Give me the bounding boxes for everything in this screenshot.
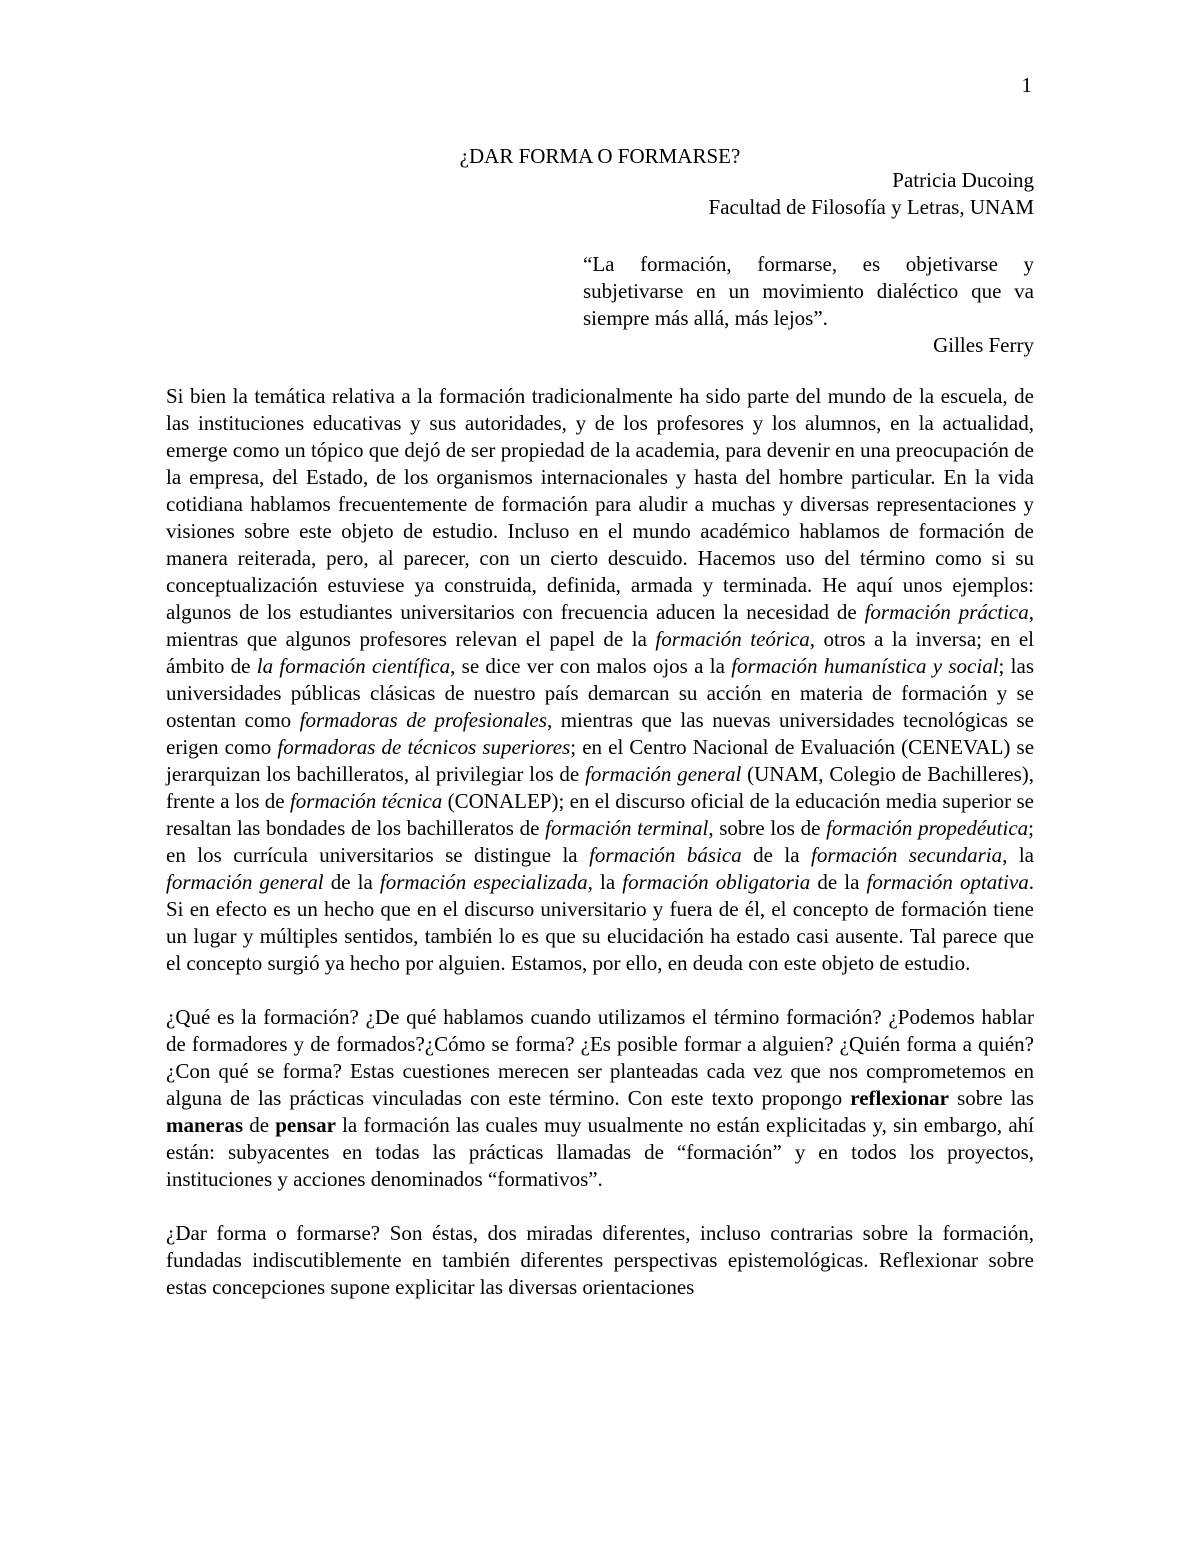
epigraph: [583, 251, 1034, 359]
bold-term: pensar: [275, 1113, 336, 1137]
text-run: la: [592, 870, 623, 894]
text-run: de la: [810, 870, 867, 894]
paragraph-1: [166, 383, 1034, 977]
body-text: [166, 383, 1034, 1328]
text-run: ; las universidades públicas clásicas de nuestro país demarcan su acción en materia de formación y se ostentan como: [166, 654, 1034, 732]
italic-term: formación optativa: [866, 870, 1029, 894]
text-run: ¿Qué es la formación? ¿De qué hablamos cuando utilizamos el término formación? ¿Podemos hablar de formadores y de formados?¿Cómo se forma? ¿Es posible formar a alguien? ¿Quién forma a quién? ¿Con qué se forma? Estas cuestiones merecen ser planteadas cada vez que nos comprometemos en alguna de las prácticas vinculadas con este término. Con este texto propongo: [166, 1005, 1034, 1110]
italic-term: formación propedéutica: [826, 816, 1029, 840]
italic-term: formación obligatoria: [622, 870, 811, 894]
italic-term: formación teórica: [655, 627, 810, 651]
text-run: , sobre los de: [708, 816, 827, 840]
text-run: de: [243, 1113, 276, 1137]
text-run: (CONALEP); en el discurso oficial de la educación media superior se resaltan las bondades de los bachilleratos de: [166, 789, 1034, 840]
text-run: , mientras que las nuevas universidades tecnológicas se erigen como: [166, 708, 1034, 759]
italic-term: formación general: [585, 762, 742, 786]
page-number: 1: [1021, 73, 1032, 97]
text-run: sobre las: [949, 1086, 1034, 1110]
text-run: . Si en efecto es un hecho que en el discurso universitario y fuera de él, el concepto de formación tiene un lugar y múltiples sentidos, también lo es que su elucidación ha estado casi ausente. Tal parece que el concepto surgió ya hecho por alguien. Estamos, por ello, en deuda con este objeto de estudio.: [166, 870, 1035, 975]
bold-term: maneras: [166, 1113, 243, 1137]
italic-term: la formación científica: [256, 654, 451, 678]
text-run: , otros a la inversa; en el ámbito de: [166, 627, 1034, 678]
italic-term: formación secundaria,: [811, 843, 1008, 867]
author-affiliation: Facultad de Filosofía y Letras, UNAM: [708, 195, 1034, 219]
byline: [709, 167, 1034, 221]
author-name: Patricia Ducoing: [892, 168, 1034, 192]
italic-term: formación práctica: [864, 600, 1029, 624]
text-run: la: [1007, 843, 1034, 867]
text-run: la formación las cuales muy usualmente no están explicitadas y, sin embargo, ahí están: subyacentes en todas las prácticas llamadas de “formación” y en todos los proyectos, instituciones y acciones denominados “formativos”.: [166, 1113, 1034, 1191]
italic-term: formación técnica: [289, 789, 443, 813]
text-run: , se dice ver con malos ojos a la: [450, 654, 732, 678]
text-run: de la: [323, 870, 380, 894]
text-run: de la: [741, 843, 812, 867]
document-title: ¿DAR FORMA O FORMARSE?: [459, 144, 741, 168]
text-run: (UNAM, Colegio de Bachilleres), frente a los de: [166, 762, 1034, 813]
paragraph-3: ¿Dar forma o formarse? Son éstas, dos miradas diferentes, incluso contrarias sobre la formación, fundadas indiscutiblemente en también diferentes perspectivas epistemológicas. Reflexionar sobre estas concepciones supone explicitar las diversas orientaciones: [166, 1221, 1034, 1299]
italic-term: formación general: [166, 870, 324, 894]
text-run: Si bien la temática relativa a la formación tradicionalmente ha sido parte del mundo de la escuela, de las instituciones educativas y sus autoridades, y de los profesores y los alumnos, en la actualidad, emerge como un tópico que dejó de ser propiedad de la academia, para devenir en una preocupación de la empresa, del Estado, de los organismos internacionales y hasta del hombre particular. En la vida cotidiana hablamos frecuentemente de formación para aludir a muchas y diversas representaciones y visiones sobre este objeto de estudio. Incluso en el mundo académico hablamos de formación de manera reiterada, pero, al parecer, con un cierto descuido. Hacemos uso del término como si su conceptualización estuviese ya construida, definida, armada y terminada. He aquí unos ejemplos: algunos de los estudiantes universitarios con frecuencia aducen la necesidad de: [166, 384, 1034, 624]
text-run: , mientras que algunos profesores relevan el papel de la: [166, 600, 1034, 651]
bold-term: reflexionar: [850, 1086, 949, 1110]
italic-term: formadoras de técnicos superiores: [277, 735, 571, 759]
italic-term: formación especializada,: [379, 870, 593, 894]
italic-term: formación humanística y social: [731, 654, 999, 678]
epigraph-quote: “La formación, formarse, es objetivarse y subjetivarse en un movimiento dialéctico que va siempre más allá, más lejos”.: [583, 252, 1034, 330]
italic-term: formadoras de profesionales: [299, 708, 547, 732]
italic-term: formación básica: [589, 843, 742, 867]
text-run: ; en los currícula universitarios se distingue la: [166, 816, 1034, 867]
paragraph-2: [166, 1004, 1034, 1193]
epigraph-author: Gilles Ferry: [933, 333, 1034, 357]
text-run: ; en el Centro Nacional de Evaluación (CENEVAL) se jerarquizan los bachilleratos, al privilegiar los de: [166, 735, 1035, 786]
italic-term: formación terminal: [545, 816, 709, 840]
